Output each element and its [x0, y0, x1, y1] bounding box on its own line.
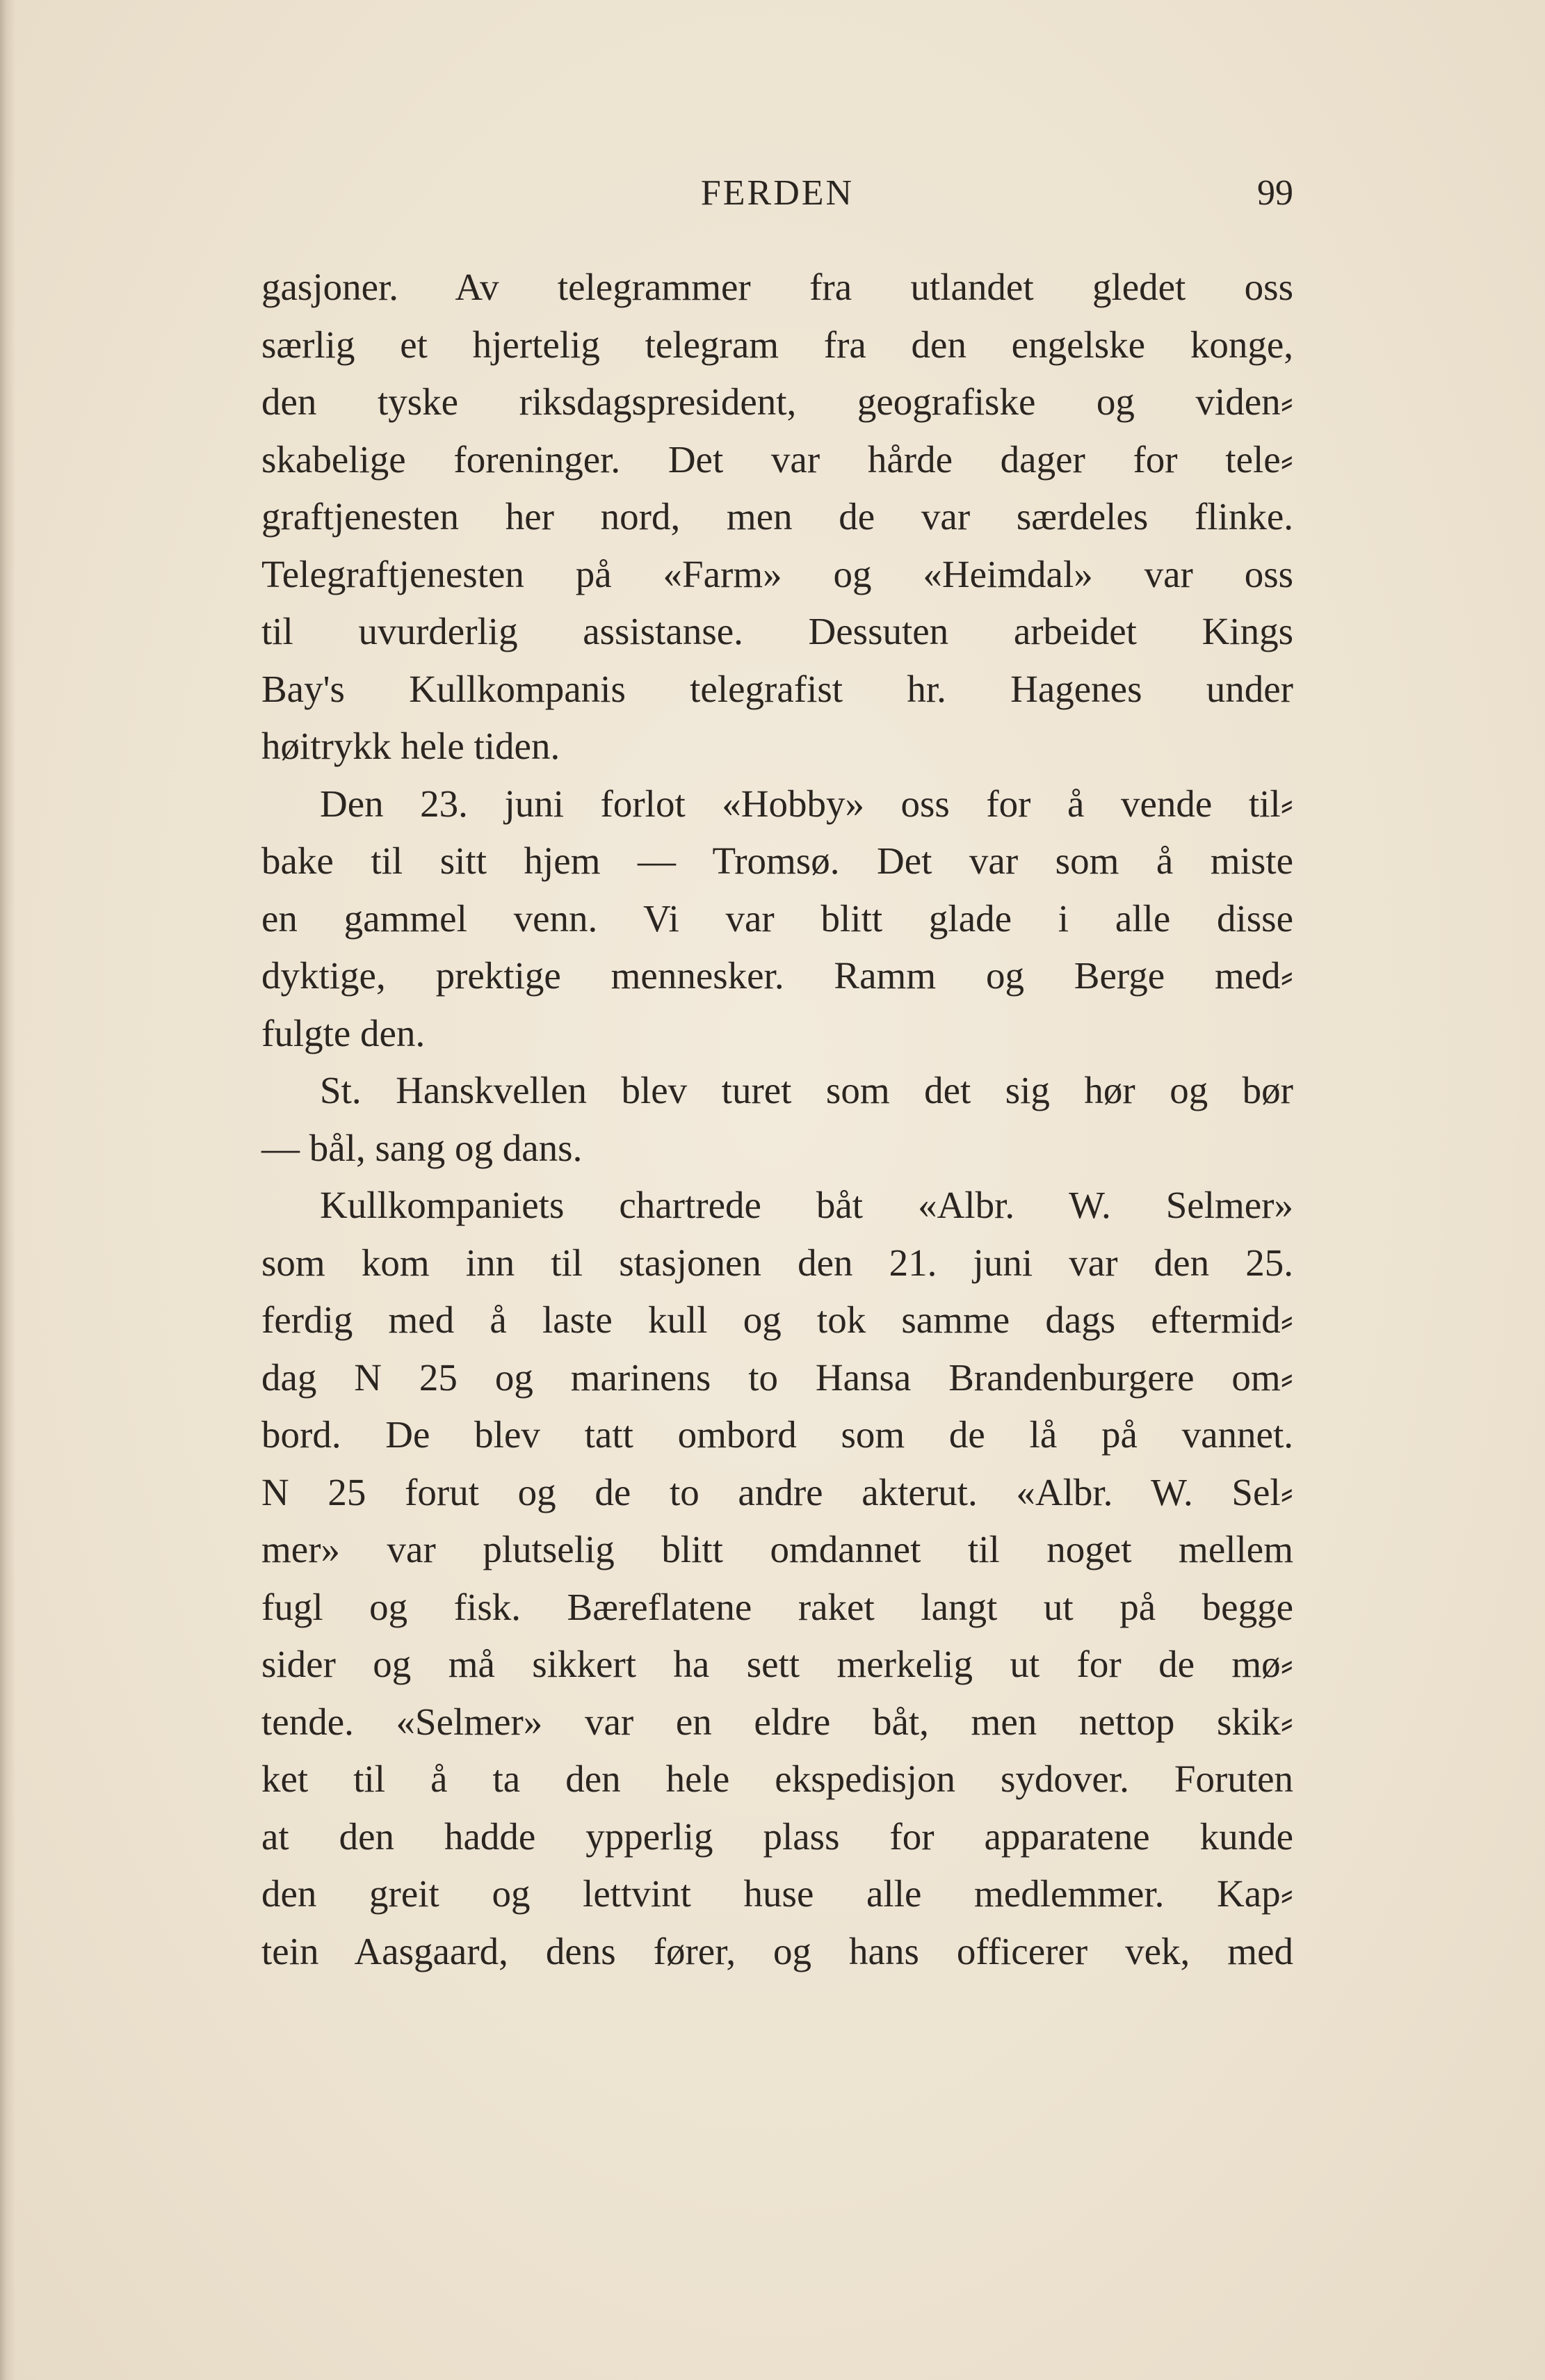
text-line: bake til sitt hjem — Tromsø. Det var som å miste	[261, 839, 1293, 882]
text-line: særlig et hjertelig telegram fra den engelske konge,	[261, 323, 1293, 366]
text-line: gasjoner. Av telegrammer fra utlandet gledet oss	[261, 266, 1293, 308]
text-line: som kom inn til stasjonen den 21. juni var den 25.	[261, 1241, 1293, 1284]
text-line: bord. De blev tatt ombord som de lå på vannet.	[261, 1413, 1293, 1456]
text-line: den greit og lettvint huse alle medlemmer. Kap⸗	[261, 1872, 1293, 1915]
text-line: tein Aasgaard, dens fører, og hans officerer vek, med	[261, 1929, 1293, 1972]
text-line: fulgte den.	[261, 1011, 426, 1054]
text-line: — bål, sang og dans.	[261, 1126, 583, 1169]
text-line: ferdig med å laste kull og tok samme dags eftermid⸗	[261, 1298, 1293, 1341]
page-header	[261, 172, 1293, 228]
text-line: N 25 forut og de to andre akterut. «Albr. W. Sel⸗	[261, 1470, 1293, 1513]
text-line: St. Hanskvellen blev turet som det sig hør og bør	[320, 1069, 1293, 1111]
text-line: Kullkompaniets chartrede båt «Albr. W. Selmer»	[320, 1184, 1293, 1226]
text-line: den tyske riksdagspresident, geografiske og viden⸗	[261, 380, 1293, 423]
text-line: til uvurderlig assistanse. Dessuten arbeidet Kings	[261, 610, 1293, 652]
text-line: ket til å ta den hele ekspedisjon sydover. Foruten	[261, 1758, 1293, 1800]
text-line: dag N 25 og marinens to Hansa Brandenburgere om⸗	[261, 1356, 1293, 1399]
body-text	[261, 259, 1293, 1980]
text-line: graftjenesten her nord, men de var særdeles flinke.	[261, 495, 1293, 538]
page-number: 99	[1257, 173, 1293, 213]
text-line: høitrykk hele tiden.	[261, 725, 560, 767]
text-line: at den hadde ypperlig plass for apparatene kunde	[261, 1815, 1293, 1858]
page-gutter-shadow	[0, 0, 15, 2380]
text-line: mer» var plutselig blitt omdannet til noget mellem	[261, 1528, 1293, 1570]
text-line: Bay's Kullkompanis telegrafist hr. Hagenes under	[261, 667, 1293, 710]
running-head: FERDEN	[700, 173, 855, 213]
text-line: fugl og fisk. Bæreflatene raket langt ut på begge	[261, 1585, 1293, 1628]
text-line: sider og må sikkert ha sett merkelig ut for de mø⸗	[261, 1643, 1293, 1685]
text-line: tende. «Selmer» var en eldre båt, men nettop skik⸗	[261, 1700, 1293, 1743]
text-line: dyktige, prektige mennesker. Ramm og Berge med⸗	[261, 954, 1293, 997]
text-line: en gammel venn. Vi var blitt glade i alle disse	[261, 896, 1293, 940]
text-line: Den 23. juni forlot «Hobby» oss for å vende til⸗	[320, 782, 1293, 825]
text-line: skabelige foreninger. Det var hårde dager for tele⸗	[261, 437, 1293, 481]
text-line: Telegraftjenesten på «Farm» og «Heimdal» var oss	[261, 552, 1293, 595]
